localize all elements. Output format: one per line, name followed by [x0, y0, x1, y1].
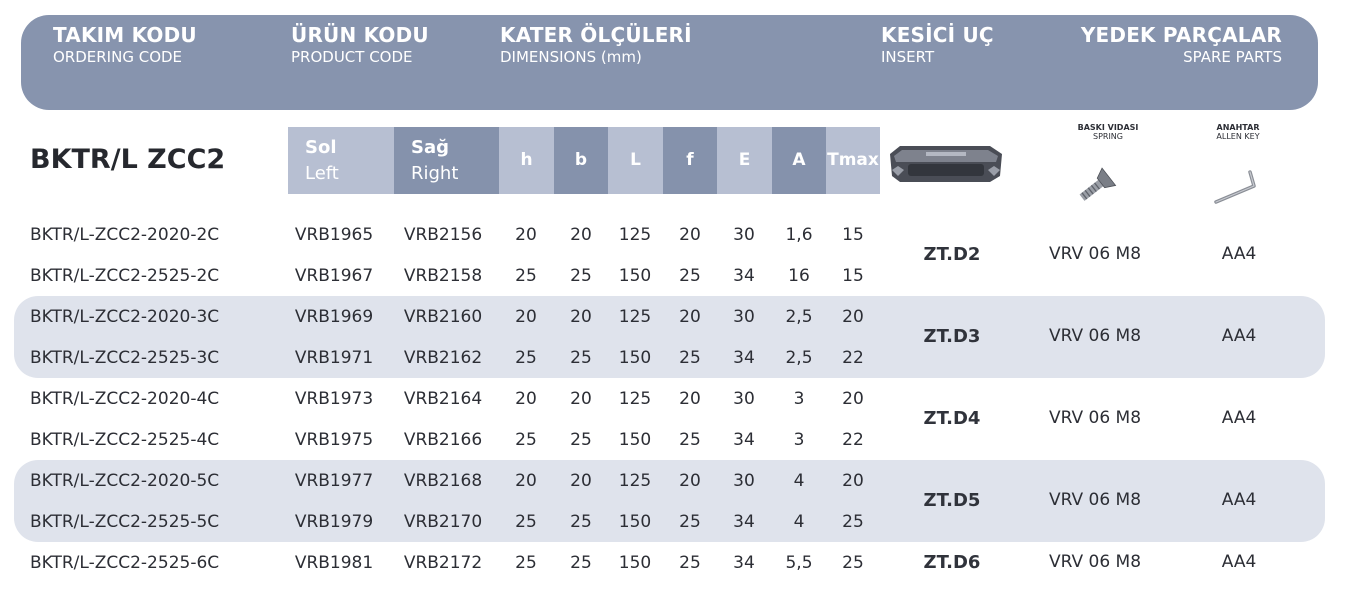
group-key-code: AA4: [1221, 490, 1257, 510]
cell-l: 125: [618, 389, 652, 409]
cell-a: 2,5: [785, 348, 813, 368]
cell-f: 20: [679, 225, 701, 245]
cell-right: VRB2162: [403, 348, 483, 368]
cell-code: BKTR/L-ZCC2-2020-3C: [30, 307, 220, 327]
group-insert-code: ZT.D3: [923, 326, 981, 347]
cell-a: 4: [793, 512, 805, 532]
cell-left: VRB1971: [294, 348, 374, 368]
cell-e: 34: [733, 430, 755, 450]
cell-f: 25: [679, 266, 701, 286]
cell-h: 20: [515, 471, 537, 491]
cell-e: 30: [733, 389, 755, 409]
header-ordering-en: ORDERING CODE: [53, 48, 183, 66]
header-product-code: [291, 22, 429, 66]
col-f: [663, 127, 717, 194]
col-left-en: Left: [305, 163, 339, 184]
cell-left: VRB1981: [294, 553, 374, 573]
cell-tmax: 20: [842, 307, 864, 327]
header-spare-tr: YEDEK PARÇALAR: [1080, 23, 1282, 47]
cell-f: 20: [679, 389, 701, 409]
group-key-code: AA4: [1221, 326, 1257, 346]
cell-e: 30: [733, 471, 755, 491]
col-A: [772, 127, 826, 194]
allen-key-icon: [1208, 164, 1268, 210]
cell-e: 30: [733, 225, 755, 245]
cell-code: BKTR/L-ZCC2-2020-5C: [30, 471, 220, 491]
group-screw-code: VRV 06 M8: [1048, 326, 1142, 346]
header-spare-en: SPARE PARTS: [1183, 48, 1282, 66]
col-left: [288, 127, 394, 194]
cell-b: 20: [570, 225, 592, 245]
cell-a: 3: [793, 430, 805, 450]
group-key-code: AA4: [1221, 552, 1257, 572]
col-L: [608, 127, 663, 194]
col-left-tr: Sol: [305, 137, 337, 158]
key-header-tr: ANAHTAR: [1216, 123, 1260, 132]
insert-image: [886, 140, 1006, 186]
cell-l: 150: [618, 266, 652, 286]
header-insert-tr: KESİCİ UÇ: [881, 23, 994, 47]
cell-code: BKTR/L-ZCC2-2525-6C: [30, 553, 220, 573]
cell-a: 3: [793, 389, 805, 409]
cell-right: VRB2166: [403, 430, 483, 450]
col-Tmax: [826, 127, 880, 194]
group-key-code: AA4: [1221, 244, 1257, 264]
cell-h: 20: [515, 307, 537, 327]
cell-right: VRB2158: [403, 266, 483, 286]
group-key-code: AA4: [1221, 408, 1257, 428]
cell-a: 4: [793, 471, 805, 491]
header-product-tr: ÜRÜN KODU: [291, 23, 429, 47]
cell-code: BKTR/L-ZCC2-2525-5C: [30, 512, 220, 532]
cell-left: VRB1965: [294, 225, 374, 245]
cell-tmax: 20: [842, 471, 864, 491]
cell-a: 2,5: [785, 307, 813, 327]
cell-left: VRB1969: [294, 307, 374, 327]
screw-icon: [1072, 166, 1122, 206]
cell-right: VRB2164: [403, 389, 483, 409]
col-A-label: A: [792, 150, 806, 170]
cell-code: BKTR/L-ZCC2-2525-3C: [30, 348, 220, 368]
cell-tmax: 15: [842, 225, 864, 245]
screw-header-tr: BASKI VIDASI: [1077, 123, 1139, 132]
cell-e: 30: [733, 307, 755, 327]
cell-code: BKTR/L-ZCC2-2525-4C: [30, 430, 220, 450]
cell-left: VRB1975: [294, 430, 374, 450]
cell-e: 34: [733, 553, 755, 573]
header-dimensions: [500, 22, 692, 66]
col-L-label: L: [630, 150, 641, 170]
group-insert-code: ZT.D2: [923, 244, 981, 265]
cell-tmax: 22: [842, 348, 864, 368]
group-insert-code: ZT.D5: [923, 490, 981, 511]
family-title: BKTR/L ZCC2: [30, 144, 226, 175]
header-ordering-code: [53, 22, 197, 66]
cell-right: VRB2170: [403, 512, 483, 532]
screw-header-en: SPRING: [1092, 132, 1123, 141]
cell-a: 16: [788, 266, 810, 286]
cell-h: 20: [515, 389, 537, 409]
cell-l: 125: [618, 471, 652, 491]
header-dimensions-tr: KATER ÖLÇÜLERİ: [500, 23, 692, 47]
cell-right: VRB2156: [403, 225, 483, 245]
cell-f: 25: [679, 553, 701, 573]
col-h-label: h: [520, 150, 533, 170]
cell-f: 20: [679, 471, 701, 491]
col-right-tr: Sağ: [411, 137, 449, 158]
cell-left: VRB1979: [294, 512, 374, 532]
cell-right: VRB2172: [403, 553, 483, 573]
cell-code: BKTR/L-ZCC2-2525-2C: [30, 266, 220, 286]
cell-tmax: 15: [842, 266, 864, 286]
cell-l: 125: [618, 225, 652, 245]
col-f-label: f: [686, 150, 694, 170]
header-insert: [881, 22, 994, 66]
cell-h: 25: [515, 348, 537, 368]
cell-e: 34: [733, 512, 755, 532]
cell-b: 25: [570, 266, 592, 286]
cell-l: 150: [618, 430, 652, 450]
cell-e: 34: [733, 348, 755, 368]
group-screw-code: VRV 06 M8: [1048, 490, 1142, 510]
cell-l: 150: [618, 553, 652, 573]
cell-code: BKTR/L-ZCC2-2020-2C: [30, 225, 220, 245]
cell-b: 20: [570, 471, 592, 491]
cell-b: 20: [570, 307, 592, 327]
header-dimensions-en: DIMENSIONS (mm): [500, 48, 642, 66]
cell-b: 25: [570, 430, 592, 450]
col-right-en: Right: [411, 163, 459, 184]
col-E: [717, 127, 772, 194]
col-h: [499, 127, 554, 194]
key-header-en: ALLEN KEY: [1216, 132, 1260, 141]
header-insert-en: INSERT: [881, 48, 935, 66]
cell-f: 25: [679, 348, 701, 368]
group-screw-code: VRV 06 M8: [1048, 408, 1142, 428]
cell-h: 25: [515, 512, 537, 532]
cell-l: 125: [618, 307, 652, 327]
cell-tmax: 20: [842, 389, 864, 409]
col-right: [394, 127, 499, 194]
cell-h: 25: [515, 553, 537, 573]
cell-tmax: 25: [842, 512, 864, 532]
cell-h: 25: [515, 430, 537, 450]
col-b-label: b: [574, 150, 588, 170]
cell-tmax: 25: [842, 553, 864, 573]
header-spare-parts: [1081, 22, 1282, 66]
group-screw-code: VRV 06 M8: [1048, 244, 1142, 264]
screw-header: [1068, 123, 1148, 141]
cell-a: 1,6: [785, 225, 813, 245]
group-insert-code: ZT.D4: [923, 408, 981, 429]
header-product-en: PRODUCT CODE: [291, 48, 413, 66]
cell-left: VRB1967: [294, 266, 374, 286]
cell-b: 25: [570, 553, 592, 573]
cell-f: 25: [679, 512, 701, 532]
col-b: [554, 127, 608, 194]
cell-code: BKTR/L-ZCC2-2020-4C: [30, 389, 220, 409]
cell-h: 20: [515, 225, 537, 245]
header-ordering-tr: TAKIM KODU: [53, 23, 197, 47]
cell-left: VRB1973: [294, 389, 374, 409]
cell-l: 150: [618, 348, 652, 368]
cell-a: 5,5: [785, 553, 813, 573]
group-insert-code: ZT.D6: [923, 552, 981, 573]
cell-l: 150: [618, 512, 652, 532]
key-header: [1198, 123, 1278, 141]
cell-tmax: 22: [842, 430, 864, 450]
cell-b: 25: [570, 348, 592, 368]
cell-f: 20: [679, 307, 701, 327]
group-screw-code: VRV 06 M8: [1048, 552, 1142, 572]
cell-right: VRB2160: [403, 307, 483, 327]
cell-f: 25: [679, 430, 701, 450]
cell-left: VRB1977: [294, 471, 374, 491]
col-Tmax-label: Tmax: [827, 150, 879, 170]
cell-h: 25: [515, 266, 537, 286]
cell-e: 34: [733, 266, 755, 286]
cell-right: VRB2168: [403, 471, 483, 491]
cell-b: 20: [570, 389, 592, 409]
cell-b: 25: [570, 512, 592, 532]
col-E-label: E: [738, 150, 751, 170]
